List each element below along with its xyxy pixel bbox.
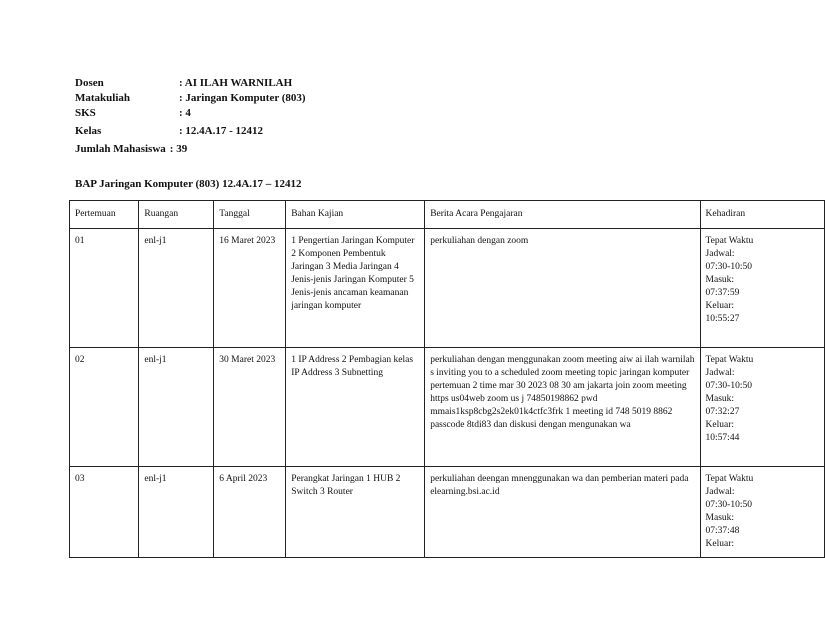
cell-pertemuan: 01 xyxy=(70,229,139,348)
keluar-value: 10:55:27 xyxy=(705,314,740,324)
sks-label: SKS xyxy=(75,107,96,119)
header-kehadiran: Kehadiran xyxy=(700,201,824,229)
jadwal-value: 07:30-10:50 xyxy=(705,262,752,272)
cell-berita-acara: perkuliahan dengan menggunakan zoom meeting aiw ai ilah warnilah s inviting you to a scheduled zoom meeting topic jaringan komputer pertemuan 2 time mar 30 2023 08 30 am jakarta join zoom meeting https us04web zoom us j 74850198862 pwd mmais1ksp8cbg2s2ek01k4ctfc3frk 1 meeting id 748 5019 8862 passcode 8tdi83 dan diskusi dengan mengunakan wa xyxy=(425,348,700,467)
jumlah-mahasiswa-row xyxy=(75,142,306,157)
dosen-row xyxy=(75,76,306,91)
cell-pertemuan: 03 xyxy=(70,467,139,558)
cell-bahan-kajian: 1 IP Address 2 Pembagian kelas IP Address 3 Subnetting xyxy=(286,348,425,467)
jadwal-value: 07:30-10:50 xyxy=(705,381,752,391)
bap-table xyxy=(69,200,825,558)
kelas-row xyxy=(75,124,306,139)
table-row xyxy=(70,467,825,558)
bap-title: BAP Jaringan Komputer (803) 12.4A.17 – 12412 xyxy=(75,178,302,190)
cell-berita-acara: perkuliahan dengan zoom xyxy=(425,229,700,348)
header-tanggal: Tanggal xyxy=(214,201,286,229)
cell-tanggal: 16 Maret 2023 xyxy=(214,229,286,348)
table-row xyxy=(70,229,825,348)
sks-value: : 4 xyxy=(179,107,191,119)
cell-kehadiran xyxy=(700,348,824,467)
status-text: Tepat Waktu xyxy=(705,355,754,365)
cell-tanggal: 30 Maret 2023 xyxy=(214,348,286,467)
cell-ruangan: enl-j1 xyxy=(139,229,214,348)
cell-ruangan: enl-j1 xyxy=(139,348,214,467)
kelas-value: : 12.4A.17 - 12412 xyxy=(179,125,264,137)
masuk-value: 07:37:48 xyxy=(705,526,740,536)
keluar-label: Keluar: xyxy=(705,301,735,311)
cell-kehadiran xyxy=(700,467,824,558)
header-ruangan: Ruangan xyxy=(139,201,214,229)
masuk-label: Masuk: xyxy=(705,394,735,404)
cell-kehadiran xyxy=(700,229,824,348)
cell-tanggal: 6 April 2023 xyxy=(214,467,286,558)
masuk-label: Masuk: xyxy=(705,275,735,285)
status-text: Tepat Waktu xyxy=(705,236,754,246)
header-berita-acara: Berita Acara Pengajaran xyxy=(425,201,700,229)
masuk-label: Masuk: xyxy=(705,513,735,523)
cell-ruangan: enl-j1 xyxy=(139,467,214,558)
jumlah-mahasiswa-label: Jumlah Mahasiswa xyxy=(75,143,166,155)
matakuliah-label: Matakuliah xyxy=(75,92,131,104)
status-text: Tepat Waktu xyxy=(705,474,754,484)
dosen-label: Dosen xyxy=(75,77,104,89)
cell-bahan-kajian: Perangkat Jaringan 1 HUB 2 Switch 3 Router xyxy=(286,467,425,558)
cell-bahan-kajian: 1 Pengertian Jaringan Komputer 2 Komponen Pembentuk Jaringan 3 Media Jaringan 4 Jenis-jenis Jaringan Komputer 5 Jenis-jenis ancaman keamanan jaringan komputer xyxy=(286,229,425,348)
jadwal-label: Jadwal: xyxy=(705,249,735,259)
kelas-label: Kelas xyxy=(75,125,102,137)
table-row xyxy=(70,348,825,467)
jadwal-label: Jadwal: xyxy=(705,487,735,497)
masuk-value: 07:32:27 xyxy=(705,407,740,417)
masuk-value: 07:37:59 xyxy=(705,288,740,298)
header-pertemuan: Pertemuan xyxy=(70,201,139,229)
keluar-value: 10:57:44 xyxy=(705,433,740,443)
matakuliah-row xyxy=(75,91,306,106)
sks-row xyxy=(75,106,306,121)
keluar-label: Keluar: xyxy=(705,420,735,430)
keluar-label: Keluar: xyxy=(705,539,735,549)
table-header-row xyxy=(70,201,825,229)
header-bahan-kajian: Bahan Kajian xyxy=(286,201,425,229)
dosen-value: : AI ILAH WARNILAH xyxy=(179,77,293,89)
matakuliah-value: : Jaringan Komputer (803) xyxy=(179,92,306,104)
jadwal-value: 07:30-10:50 xyxy=(705,500,752,510)
cell-berita-acara: perkuliahan deengan mnenggunakan wa dan pemberian materi pada elearning.bsi.ac.id xyxy=(425,467,700,558)
jadwal-label: Jadwal: xyxy=(705,368,735,378)
course-info xyxy=(75,76,306,157)
jumlah-mahasiswa-value: : 39 xyxy=(169,143,188,155)
cell-pertemuan: 02 xyxy=(70,348,139,467)
